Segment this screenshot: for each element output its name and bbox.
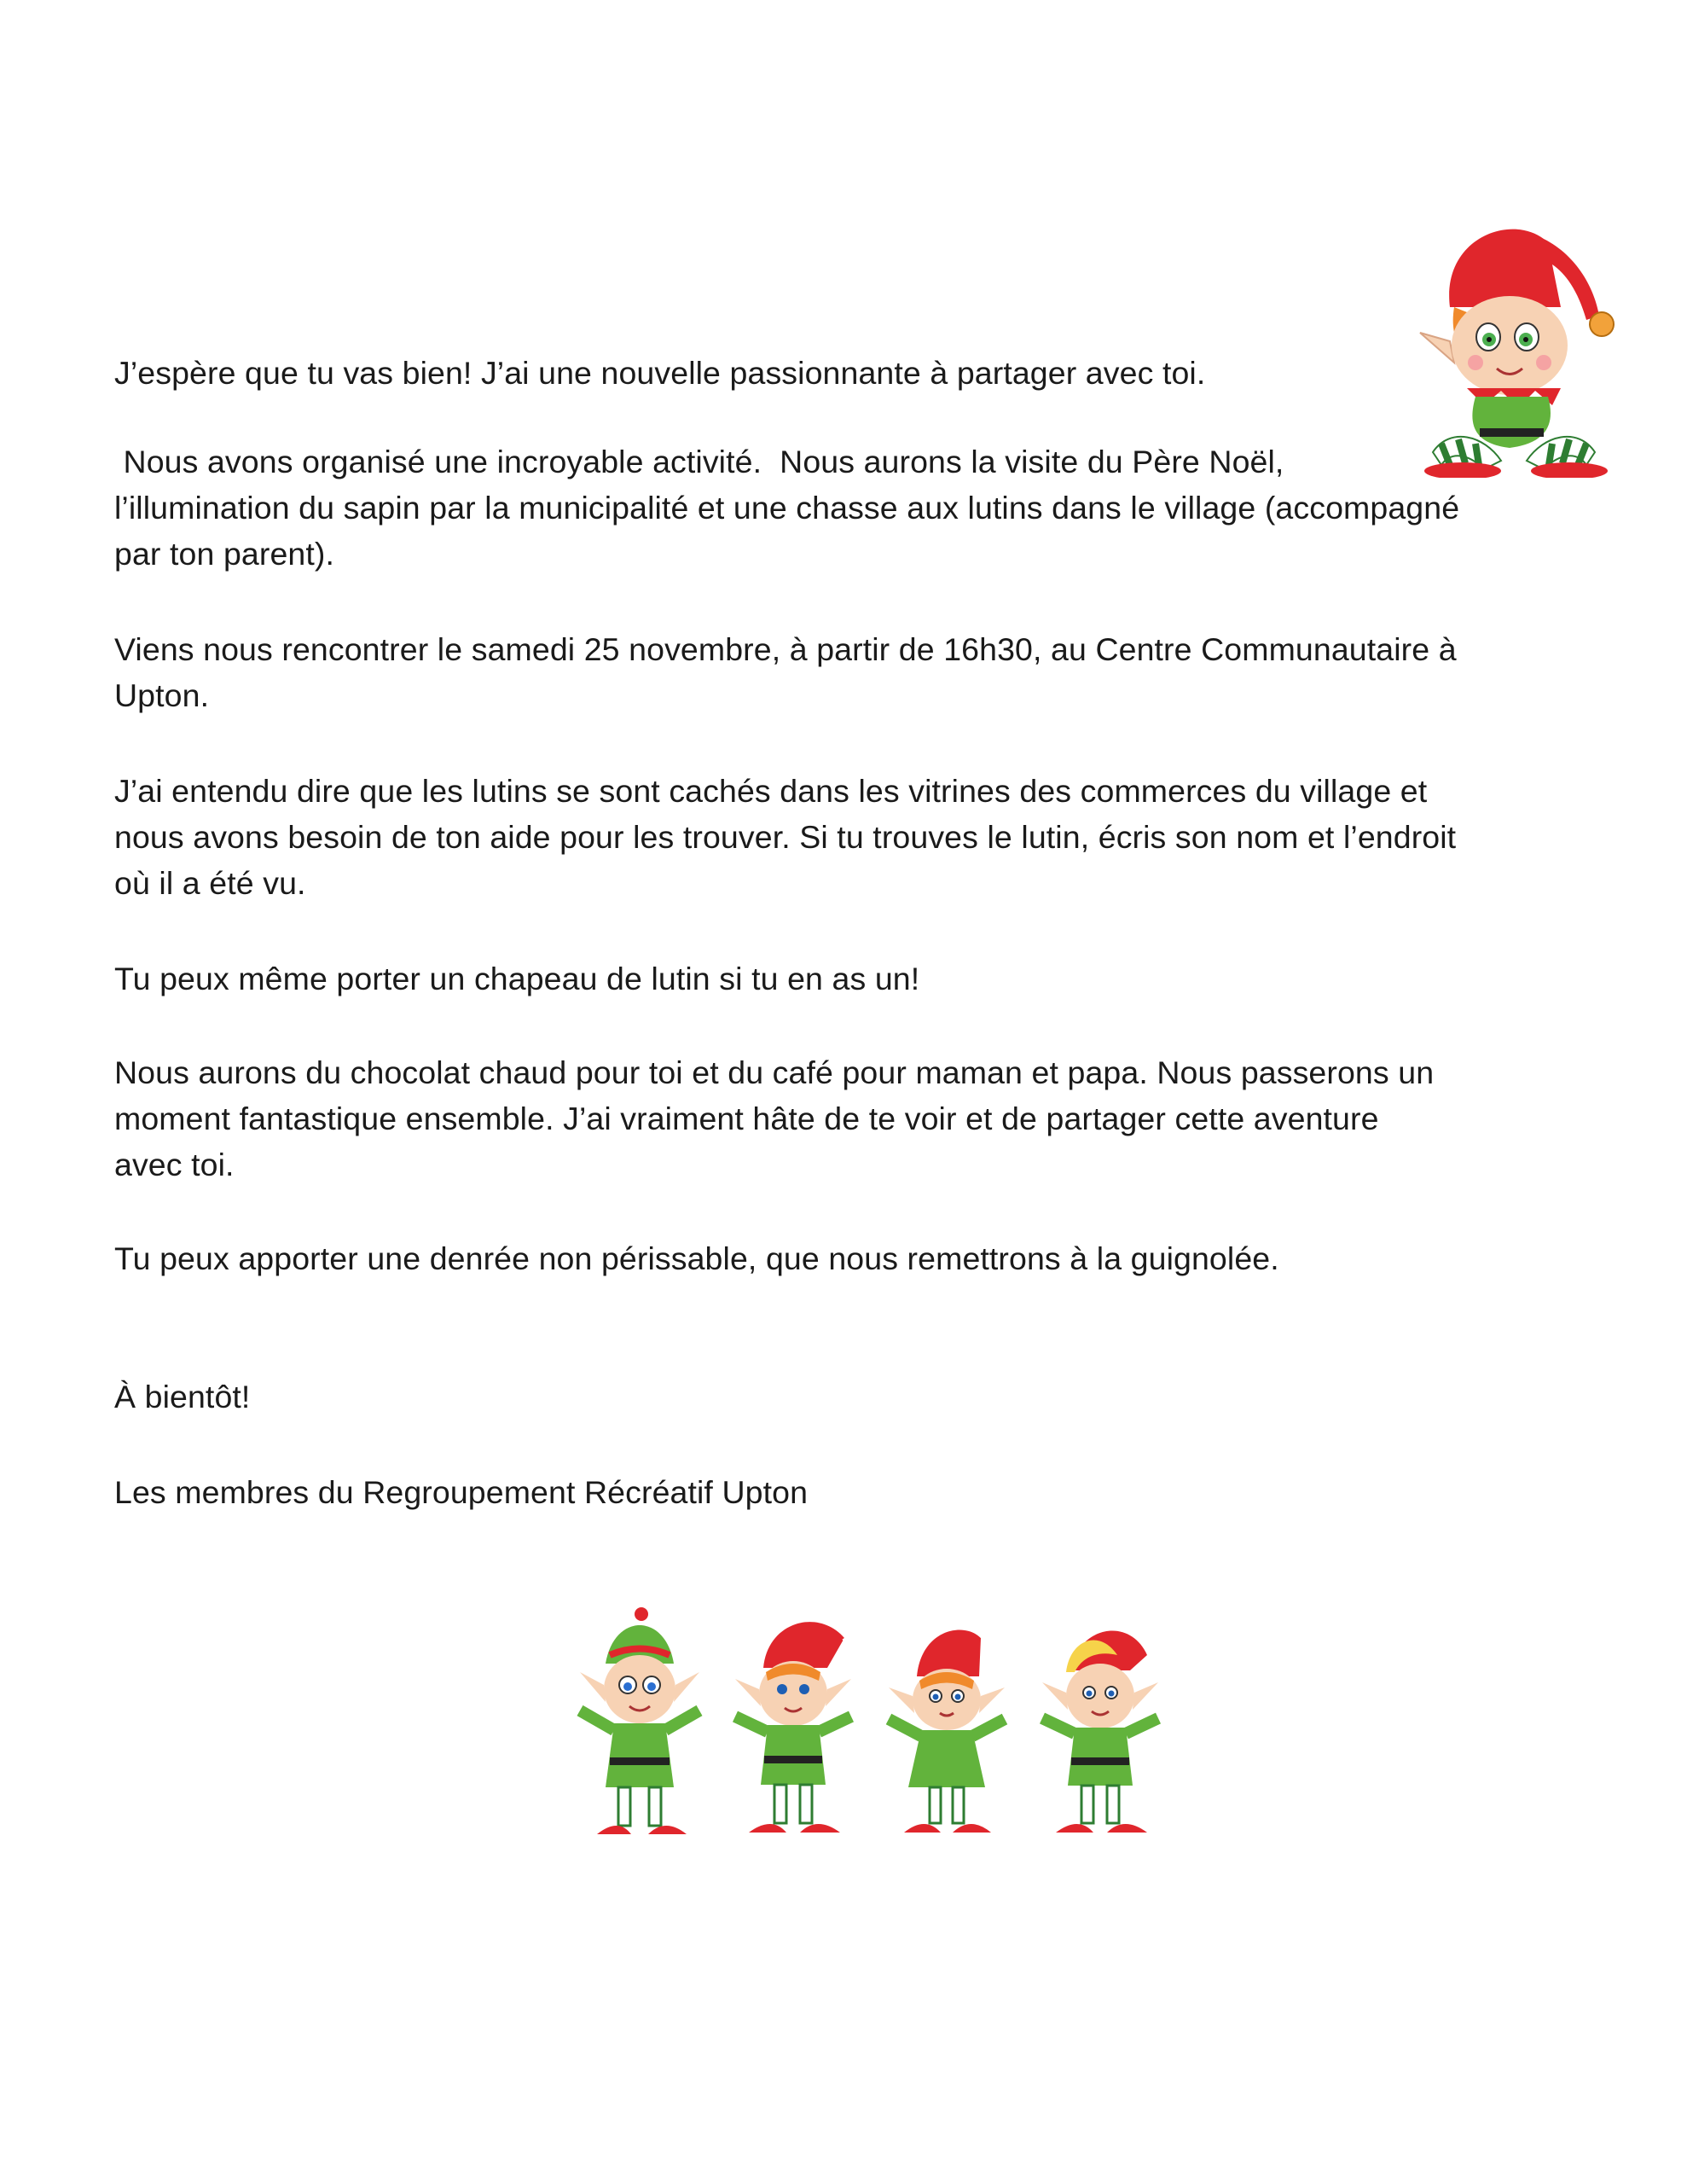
paragraph-activity: Nous avons organisé une incroyable activité. Nous aurons la visite du Père Noël, l’illumination du sapin par la municipalité et une chasse aux lutins dans le village (accompagné par ton parent).	[114, 444, 1460, 572]
paragraph-elf-hunt: J’ai entendu dire que les lutins se sont cachés dans les vitrines des commerces du village et nous avons besoin de ton aide pour les trouver. Si tu trouves le lutin, écris son nom et l’endroit où il a été vu.	[114, 773, 1457, 901]
elf-icon	[878, 1604, 1015, 1860]
elf-icon	[1032, 1604, 1168, 1860]
paragraph-hot-chocolate: Nous aurons du chocolat chaud pour toi et du café pour maman et papa. Nous passerons un moment fantastique ensemble. J’ai vraiment hâte de te voir et de partager cette aventure avec toi.	[114, 1054, 1435, 1182]
signature: Les membres du Regroupement Récréatif Upton	[114, 1474, 809, 1510]
paragraph-hat: Tu peux même porter un chapeau de lutin si tu en as un!	[114, 961, 920, 996]
closing: À bientôt!	[114, 1379, 251, 1414]
sitting-elf-icon	[1416, 205, 1620, 478]
elf-icon	[571, 1604, 708, 1860]
elf-icon	[725, 1604, 861, 1860]
paragraph-greeting: J’espère que tu vas bien! J’ai une nouvelle passionnante à partager avec toi.	[114, 355, 1206, 391]
elf-group-illustration	[571, 1604, 1186, 1860]
paragraph-date: Viens nous rencontrer le samedi 25 novembre, à partir de 16h30, au Centre Communautaire à Upton.	[114, 631, 1457, 713]
paragraph-donation: Tu peux apporter une denrée non périssable, que nous remettrons à la guignolée.	[114, 1240, 1279, 1276]
